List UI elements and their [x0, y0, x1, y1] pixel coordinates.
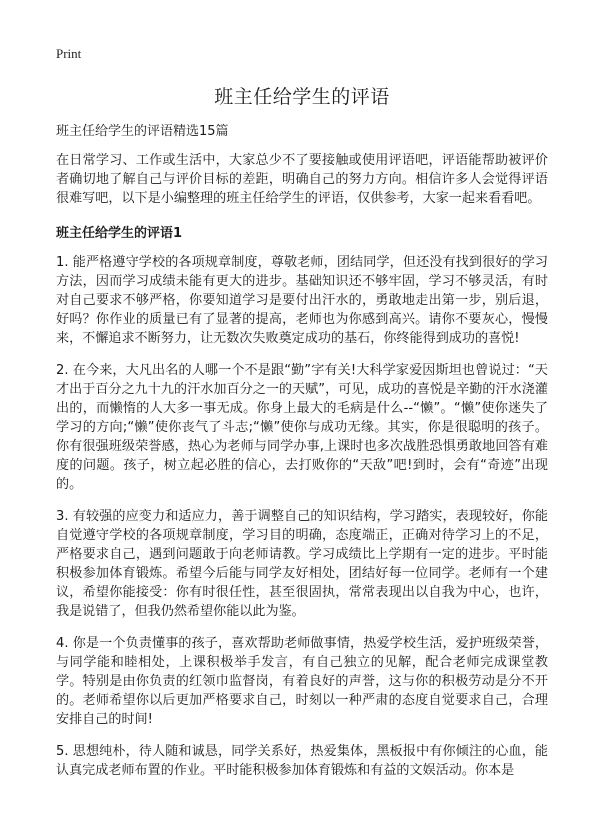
print-link[interactable]: Print — [56, 46, 82, 61]
intro-paragraph: 在日常学习、工作或生活中，大家总少不了要接触或使用评语吧，评语能帮助被评价者确切地了解自己与评价目标的差距，明确自己的努力方向。相信许多人会觉得评语很难写吧，以下是小编整理的班主任给学生的评语，仅供参考，大家一起来看看吧。 — [56, 153, 548, 206]
comment-paragraph-5: 5. 思想纯朴，待人随和诚恳，同学关系好，热爱集体，黑板报中有你倾注的心血，能认真完成老师布置的作业。平时能积极参加体育锻炼和有益的文娱活动。你本是 — [56, 744, 548, 778]
section-heading: 班主任给学生的评语1 — [56, 226, 183, 241]
comment-paragraph-3: 3. 有较强的应变力和适应力，善于调整自己的知识结构，学习踏实，表现较好，你能自觉遵守学校的各项规章制度，学习目的明确，态度端正，正确对待学习上的不足，严格要求自己，遇到问题敢于向老师请教。学习成绩比上学期有一定的进步。平时能积极参加体育锻炼。希望今后能与同学友好相处，团结好每一位同学。老师有一个建议，希望你能接受：你有时很任性，甚至很固执，常常表现出以自我为中心，也许，我是说错了，但我仍然希望你能以此为鉴。 — [56, 509, 548, 619]
comment-paragraph-4: 4. 你是一个负责懂事的孩子，喜欢帮助老师做事情，热爱学校生活，爱护班级荣誉，与同学能和睦相处，上课积极举手发言，有自己独立的见解，配合老师完成课堂教学。特别是由你负责的红领巾监督岗，有着良好的声誉，这与你的积极劳动是分不开的。老师希望你以后更加严格要求自己，时刻以一种严肃的态度自觉要求自己，合理安排自己的时间! — [56, 636, 548, 727]
subtitle: 班主任给学生的评语精选15篇 — [56, 124, 229, 139]
comment-paragraph-1: 1. 能严格遵守学校的各项规章制度，尊敬老师，团结同学，但还没有找到很好的学习方法，因而学习成绩未能有更大的进步。基础知识还不够牢固，学习不够灵活，有时对自己要求不够严格，你要知道学习是要付出汗水的，勇敢地走出第一步，别后退，好吗？你作业的质量已有了显著的提高，老师也为你感到高兴。请你不要灰心，慢慢来，不懈追求不断努力，让无数次失败奠定成功的基石，你终能得到成功的喜悦! — [56, 255, 548, 346]
page-title: 班主任给学生的评语 — [214, 86, 390, 108]
comment-paragraph-2: 2. 在今来，大凡出名的人哪一个不是跟“勤”字有关!大科学家爱因斯坦也曾说过：“天才出于百分之九十九的汗水加百分之一的天赋”，可见，成功的喜悦是辛勤的汗水浇灌出的，而懒惰的人大多一事无成。你身上最大的毛病是什么--“懒”。“懒”使你迷失了学习的方向;“懒”使你丧气了斗志;“懒”使你与成功无缘。其实，你是很聪明的孩子。你有很强班级荣誉感，热心为老师与同学办事,上课时也多次战胜恐惧勇敢地回答有难度的问题。孩子，树立起必胜的信心，去打败你的“天敌”吧!到时，会有“奇迹”出现的。 — [56, 363, 548, 492]
document-body — [56, 151, 548, 793]
